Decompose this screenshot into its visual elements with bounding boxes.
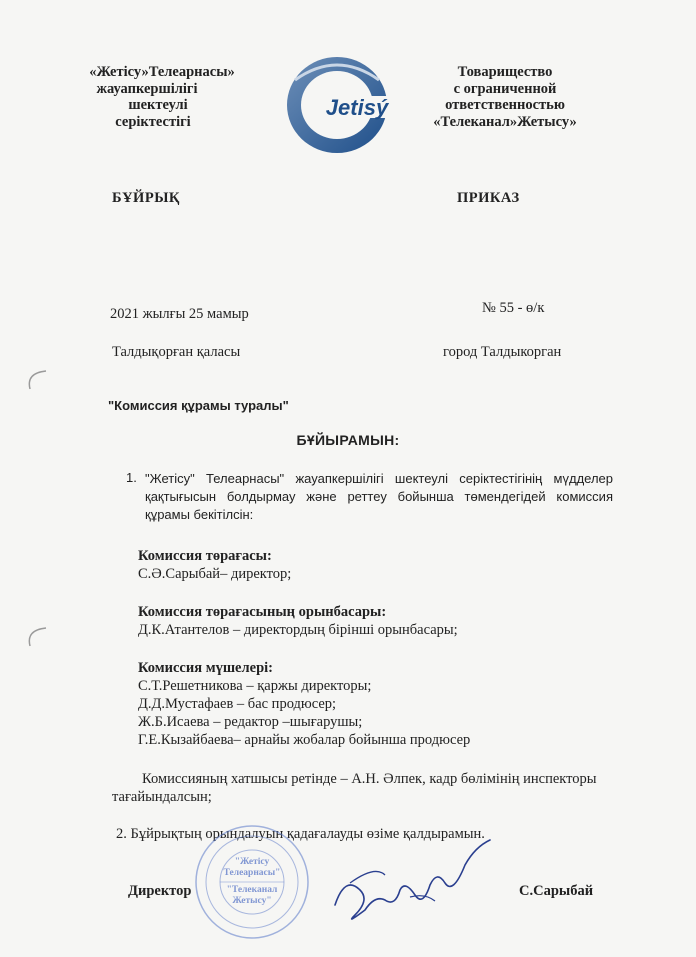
doc-title-ru: ПРИКАЗ bbox=[457, 190, 520, 206]
chair-name: С.Ә.Сарыбай– директор; bbox=[138, 566, 292, 582]
deputy-block bbox=[138, 603, 458, 639]
stamp-line: "Телеканал bbox=[226, 885, 278, 895]
org-kz-line-1: «Жетісу»Телеарнасы» bbox=[89, 64, 235, 80]
member-item: Д.Д.Мустафаев – бас продюсер; bbox=[138, 696, 337, 712]
stamp-line: "Жетісу bbox=[234, 857, 270, 867]
org-kz-line-4: серіктестігі bbox=[115, 113, 191, 130]
doc-title-kz: БҰЙРЫҚ bbox=[112, 190, 180, 206]
org-ru-line-3: ответственностью bbox=[445, 97, 565, 113]
deputy-name: Д.К.Атантелов – директордың бірінші орынбасары; bbox=[138, 622, 458, 638]
member-item: Ж.Б.Исаева – редактор –шығарушы; bbox=[138, 714, 363, 730]
director-signature bbox=[315, 835, 505, 935]
order-subject: "Комиссия құрамы туралы" bbox=[108, 398, 289, 413]
member-item: С.Т.Решетникова – қаржы директоры; bbox=[138, 678, 372, 694]
point-1-number: 1. bbox=[126, 470, 137, 485]
point-1-text: "Жетісу" Телеарнасы" жауапкершілігі шектеулі серіктестігінің мүдделер қақтығысын болдырмау және реттеу бойынша төмендегідей комиссия құрамы бекітілсін: bbox=[145, 471, 613, 522]
members-block bbox=[138, 659, 470, 749]
org-kz-line-3: шектеулі bbox=[128, 97, 188, 113]
city-ru: город Талдыкорган bbox=[443, 344, 562, 360]
binder-mark bbox=[22, 622, 52, 652]
members-heading: Комиссия мүшелері: bbox=[138, 660, 273, 676]
org-ru-line-2: с ограниченной bbox=[453, 80, 557, 97]
org-name-ru bbox=[410, 64, 600, 130]
order-heading: БҰЙЫРАМЫН: bbox=[296, 432, 400, 448]
director-name: С.Сарыбай bbox=[519, 883, 594, 899]
stamp-line: Жетысу" bbox=[232, 896, 272, 906]
order-date: 2021 жылғы 25 мамыр bbox=[110, 306, 249, 322]
director-label: Директор bbox=[128, 883, 192, 899]
chair-block bbox=[138, 547, 291, 583]
logo-text: Jetisý bbox=[325, 95, 389, 120]
city-kz: Талдықорған қаласы bbox=[112, 344, 241, 360]
org-name-kz bbox=[62, 64, 262, 130]
deputy-heading: Комиссия төрағасының орынбасары: bbox=[138, 604, 387, 620]
secretary-text: Комиссияның хатшысы ретінде – А.Н. Әлпек, кадр бөлімінің инспекторы тағайындалсын; bbox=[112, 771, 597, 805]
stamp-line: Телеарнасы" bbox=[223, 868, 281, 878]
point-2-text: 2. Бұйрықтың орындалуын қадағалауды өзіме қалдырамын. bbox=[116, 826, 485, 842]
chair-heading: Комиссия төрағасы: bbox=[138, 548, 272, 564]
org-kz-line-2: жауапкершілігі bbox=[96, 80, 198, 97]
official-stamp bbox=[192, 822, 312, 942]
org-ru-line-1: Товарищество bbox=[457, 64, 553, 80]
member-item: Г.Е.Кызайбаева– арнайы жобалар бойынша продюсер bbox=[138, 732, 471, 748]
binder-mark bbox=[22, 365, 52, 395]
org-ru-line-4: «Телеканал»Жетысу» bbox=[433, 113, 577, 130]
order-number: № 55 - ө/к bbox=[482, 300, 545, 316]
company-logo bbox=[275, 50, 410, 160]
